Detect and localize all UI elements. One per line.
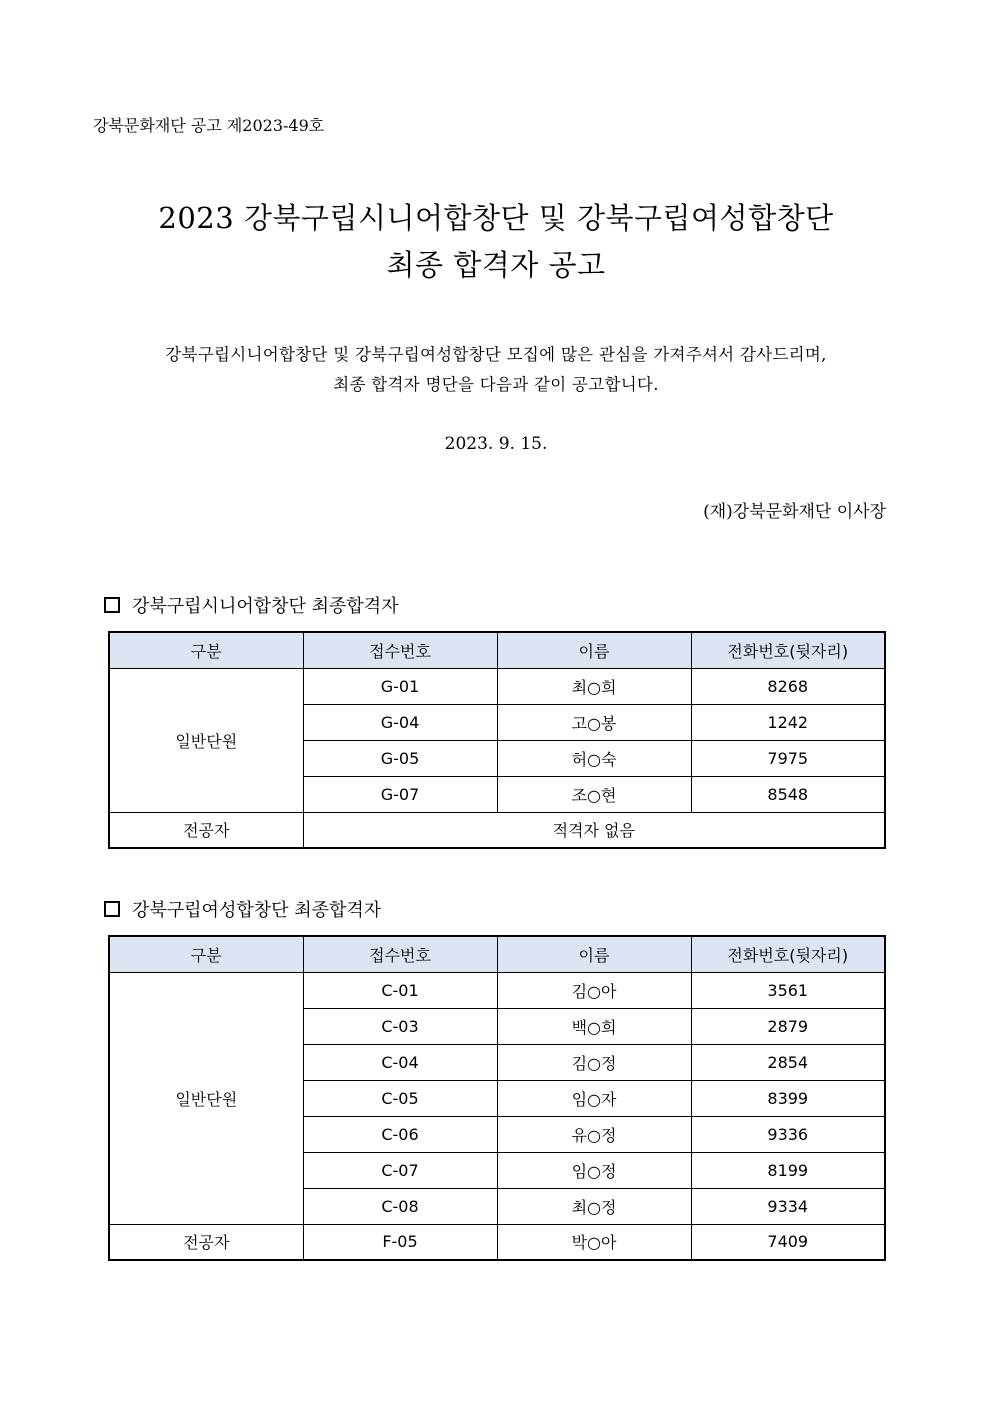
category-general: 일반단원 [109, 668, 303, 812]
title-line-2: 최종 합격자 공고 [386, 248, 606, 282]
table-row [109, 668, 885, 704]
applicant-name: 허○숙 [497, 740, 691, 776]
senior-section-title: 강북구립시니어합창단 최종합격자 [132, 596, 399, 617]
title-line-1: 2023 강북구립시니어합창단 및 강북구립여성합창단 [158, 201, 834, 235]
applicant-name: 임○자 [497, 1080, 691, 1116]
notice-number: 강북문화재단 공고 제2023-49호 [93, 116, 325, 135]
category-major: 전공자 [109, 812, 303, 848]
phone-last-digits: 1242 [691, 704, 885, 740]
receipt-no: C-08 [303, 1188, 497, 1224]
checkbox-square-icon [104, 901, 120, 917]
applicant-name: 백○희 [497, 1008, 691, 1044]
receipt-no: G-07 [303, 776, 497, 812]
table-row [109, 972, 885, 1008]
applicant-name: 최○정 [497, 1188, 691, 1224]
applicant-name: 조○현 [497, 776, 691, 812]
phone-last-digits: 2879 [691, 1008, 885, 1044]
receipt-no: G-01 [303, 668, 497, 704]
applicant-name: 김○정 [497, 1044, 691, 1080]
header-name: 이름 [497, 936, 691, 972]
receipt-no: C-04 [303, 1044, 497, 1080]
table-header-row [109, 936, 885, 972]
header-phone: 전화번호(뒷자리) [691, 936, 885, 972]
phone-last-digits: 3561 [691, 972, 885, 1008]
header-category: 구분 [109, 936, 303, 972]
applicant-name: 박○아 [497, 1224, 691, 1260]
receipt-no: C-07 [303, 1152, 497, 1188]
checkbox-square-icon [104, 597, 120, 613]
table-row-major [109, 812, 885, 848]
phone-last-digits: 8199 [691, 1152, 885, 1188]
phone-last-digits: 9336 [691, 1116, 885, 1152]
header-receipt-no: 접수번호 [303, 936, 497, 972]
senior-results-table [108, 631, 886, 849]
phone-last-digits: 2854 [691, 1044, 885, 1080]
applicant-name: 임○정 [497, 1152, 691, 1188]
phone-last-digits: 7975 [691, 740, 885, 776]
applicant-name: 유○정 [497, 1116, 691, 1152]
senior-section-heading [104, 592, 399, 618]
no-qualified-note: 적격자 없음 [303, 812, 885, 848]
body-line-1: 강북구립시니어합창단 및 강북구립여성합창단 모집에 많은 관심을 가져주셔서 감사드리며, [165, 345, 827, 364]
applicant-name: 최○희 [497, 668, 691, 704]
header-receipt-no: 접수번호 [303, 632, 497, 668]
phone-last-digits: 8548 [691, 776, 885, 812]
receipt-no: F-05 [303, 1224, 497, 1260]
header-category: 구분 [109, 632, 303, 668]
body-line-2: 최종 합격자 명단을 다음과 같이 공고합니다. [333, 375, 659, 394]
women-results-table [108, 935, 886, 1261]
women-section-title: 강북구립여성합창단 최종합격자 [132, 900, 382, 921]
receipt-no: C-01 [303, 972, 497, 1008]
header-name: 이름 [497, 632, 691, 668]
receipt-no: C-03 [303, 1008, 497, 1044]
applicant-name: 고○봉 [497, 704, 691, 740]
category-major: 전공자 [109, 1224, 303, 1260]
applicant-name: 김○아 [497, 972, 691, 1008]
category-general: 일반단원 [109, 972, 303, 1224]
signer: (재)강북문화재단 이사장 [703, 502, 886, 522]
phone-last-digits: 8268 [691, 668, 885, 704]
phone-last-digits: 9334 [691, 1188, 885, 1224]
receipt-no: G-05 [303, 740, 497, 776]
phone-last-digits: 7409 [691, 1224, 885, 1260]
header-phone: 전화번호(뒷자리) [691, 632, 885, 668]
receipt-no: C-05 [303, 1080, 497, 1116]
notice-date: 2023. 9. 15. [444, 434, 548, 454]
table-header-row [109, 632, 885, 668]
women-section-heading [104, 896, 381, 922]
phone-last-digits: 8399 [691, 1080, 885, 1116]
receipt-no: G-04 [303, 704, 497, 740]
receipt-no: C-06 [303, 1116, 497, 1152]
table-row-major [109, 1224, 885, 1260]
